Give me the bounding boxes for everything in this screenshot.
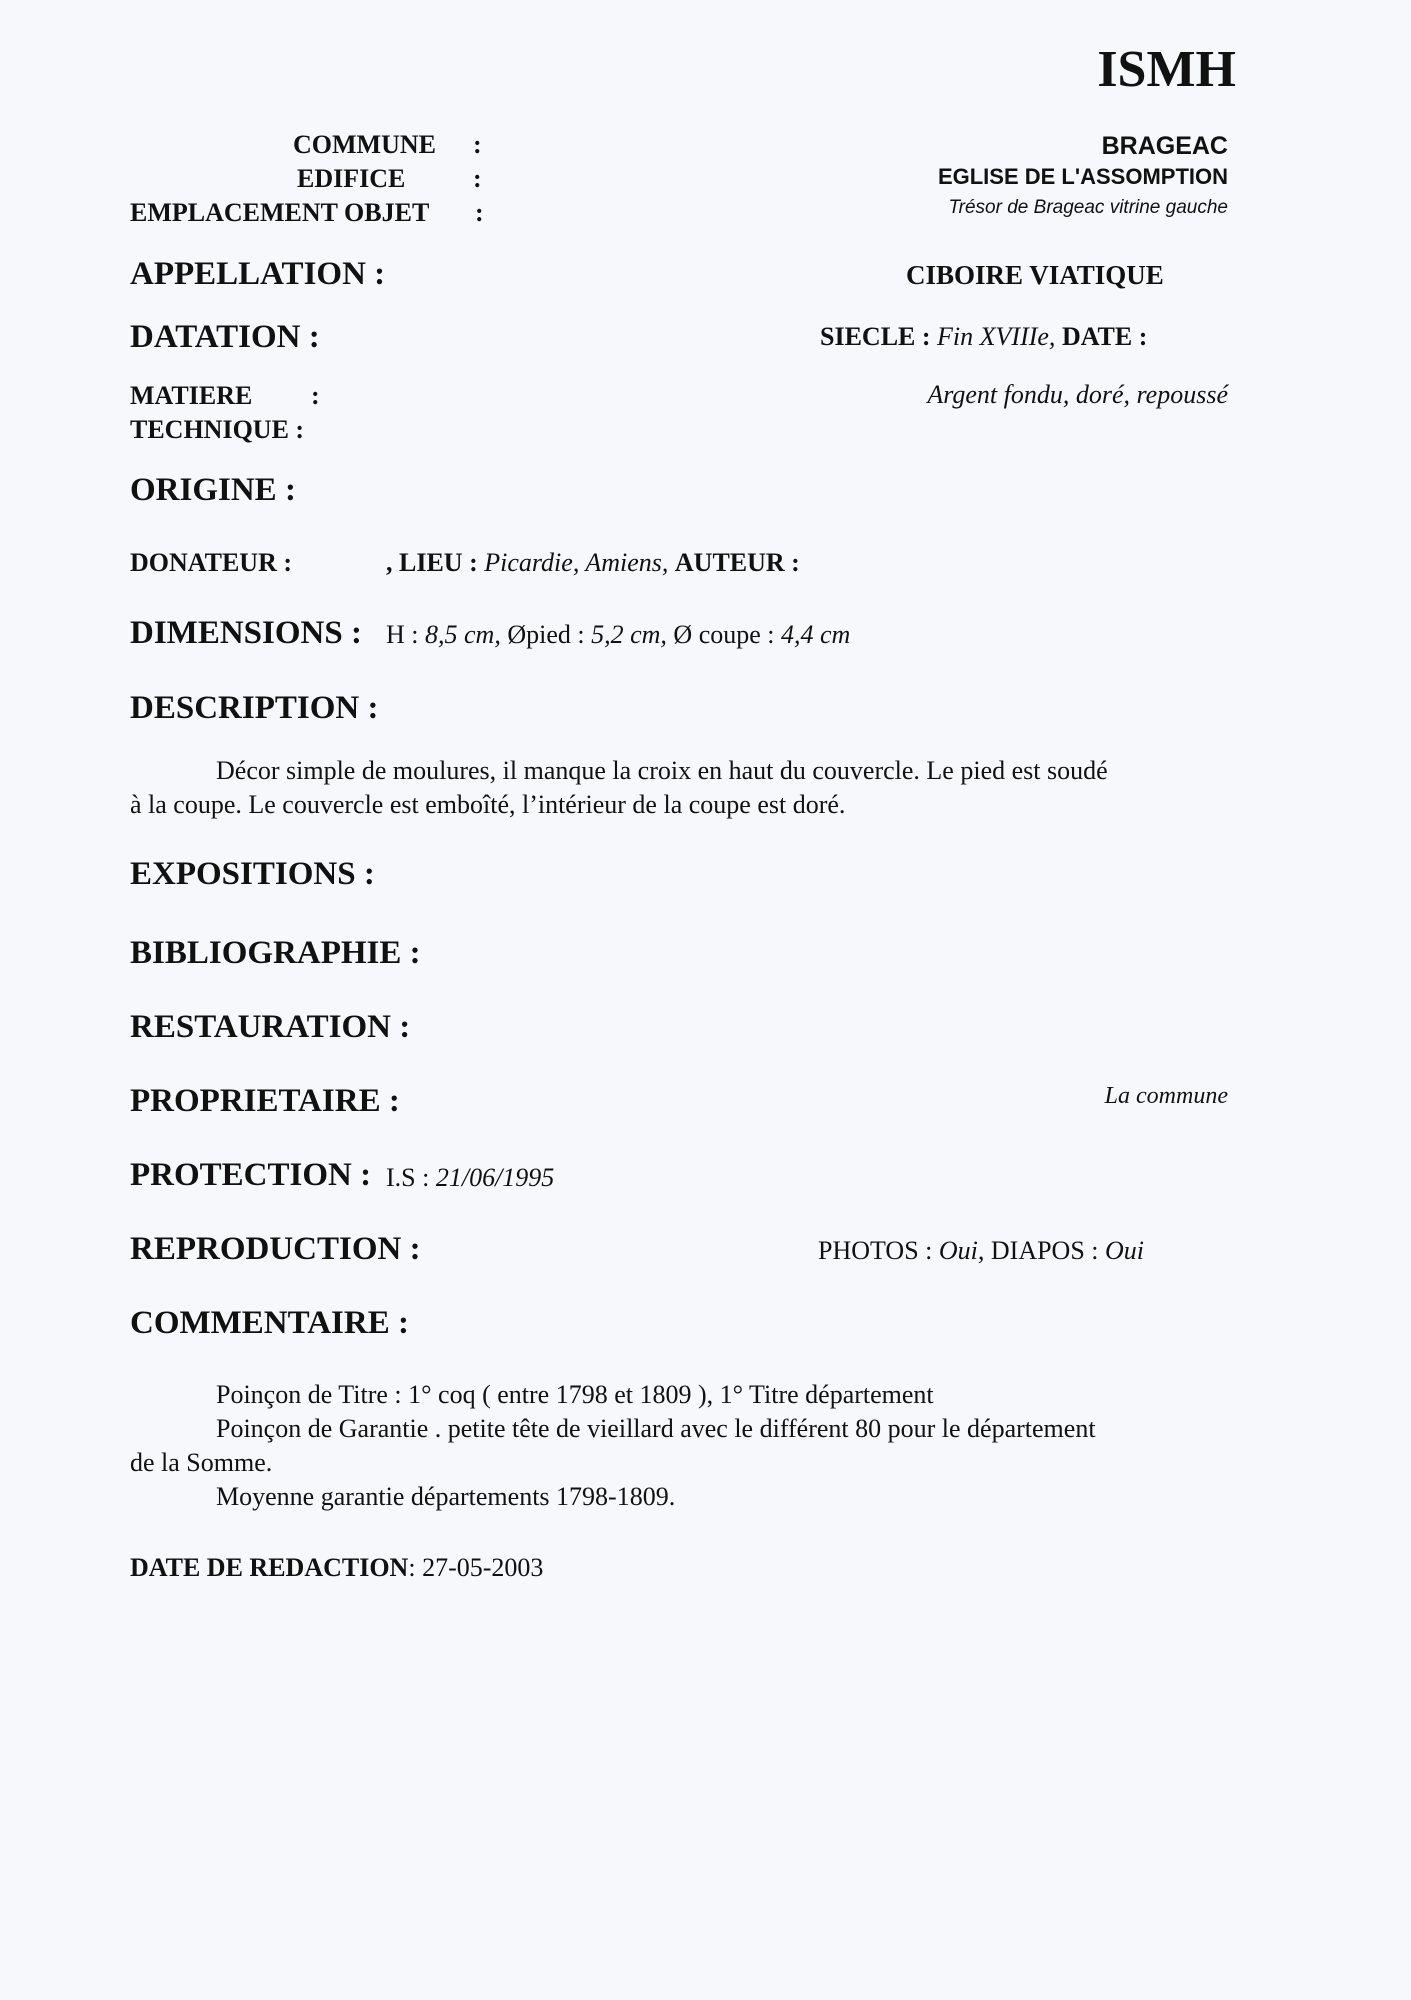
commentaire-line-2: Poinçon de Garantie . petite tête de vieillard avec le différent 80 pour le département	[216, 1414, 1096, 1443]
is-date: 21/06/1995	[435, 1163, 555, 1192]
dimensions-label: DIMENSIONS :	[130, 615, 362, 651]
height-label: H :	[386, 620, 419, 649]
description-line-1: Décor simple de moulures, il manque la croix en haut du couvercle. Le pied est soudé	[216, 756, 1108, 785]
photos-label: PHOTOS :	[818, 1236, 933, 1265]
commentaire-line-1: Poinçon de Titre : 1° coq ( entre 1798 et 1809 ), 1° Titre département	[216, 1380, 934, 1409]
protection-value-line	[386, 1163, 554, 1193]
matiere-value: Argent fondu, doré, repoussé	[927, 380, 1228, 409]
commune-colon: :	[473, 130, 482, 159]
bibliographie-label: BIBLIOGRAPHIE :	[130, 935, 421, 971]
proprietaire-value: La commune	[1104, 1083, 1228, 1109]
foot-diameter-value: 5,2 cm,	[591, 620, 667, 649]
lieu-value: Picardie, Amiens,	[484, 548, 669, 577]
dimensions-values	[386, 620, 850, 650]
siecle-value: Fin XVIIIe,	[937, 322, 1056, 351]
photos-value: Oui,	[938, 1236, 985, 1265]
edifice-label: EDIFICE	[297, 164, 406, 193]
donateur-label: DONATEUR :	[130, 548, 293, 577]
commune-value: BRAGEAC	[1101, 132, 1228, 160]
restauration-label: RESTAURATION :	[130, 1009, 411, 1045]
matiere-label: MATIERE	[130, 381, 253, 410]
document-code: ISMH	[1097, 41, 1236, 98]
origine-label: ORIGINE :	[130, 472, 296, 508]
datation-label: DATATION :	[130, 319, 320, 355]
cup-diameter-label: Ø coupe :	[673, 620, 775, 649]
reproduction-label: REPRODUCTION :	[130, 1231, 421, 1267]
height-value: 8,5 cm,	[425, 620, 501, 649]
edifice-colon: :	[473, 164, 482, 193]
diapos-value: Oui	[1105, 1236, 1145, 1265]
reproduction-values	[818, 1236, 1144, 1266]
appellation-label: APPELLATION :	[130, 256, 386, 292]
emplacement-value: Trésor de Brageac vitrine gauche	[948, 197, 1228, 218]
commentaire-line-4: Moyenne garantie départements 1798-1809.	[216, 1482, 676, 1511]
redaction-line	[130, 1553, 543, 1583]
commentaire-label: COMMENTAIRE :	[130, 1305, 409, 1341]
cup-diameter-value: 4,4 cm	[781, 620, 851, 649]
description-label: DESCRIPTION :	[130, 690, 379, 726]
edifice-value: EGLISE DE L'ASSOMPTION	[937, 164, 1228, 189]
protection-label: PROTECTION :	[130, 1157, 372, 1193]
redaction-label: DATE DE REDACTION	[130, 1553, 409, 1582]
proprietaire-label: PROPRIETAIRE :	[130, 1083, 400, 1119]
technique-label: TECHNIQUE :	[130, 415, 305, 444]
matiere-colon: :	[311, 381, 320, 410]
is-label: I.S :	[386, 1163, 430, 1192]
description-line-2: à la coupe. Le couvercle est emboîté, l’intérieur de la coupe est doré.	[130, 790, 846, 819]
foot-diameter-label: Øpied :	[507, 620, 585, 649]
diapos-label: DIAPOS :	[990, 1236, 1099, 1265]
appellation-value: CIBOIRE VIATIQUE	[906, 260, 1164, 290]
redaction-date: : 27-05-2003	[408, 1553, 544, 1582]
emplacement-colon: :	[475, 198, 484, 227]
datation-siecle-line	[820, 322, 1147, 352]
lieu-label: , LIEU :	[386, 548, 478, 577]
commune-label: COMMUNE	[293, 130, 436, 159]
auteur-label: AUTEUR :	[674, 548, 800, 577]
siecle-label: SIECLE :	[820, 322, 931, 351]
donateur-lieu-line	[386, 548, 800, 578]
commentaire-line-3: de la Somme.	[130, 1448, 273, 1477]
expositions-label: EXPOSITIONS :	[130, 856, 375, 892]
emplacement-label: EMPLACEMENT OBJET	[130, 198, 430, 227]
date-label: DATE :	[1061, 322, 1148, 351]
